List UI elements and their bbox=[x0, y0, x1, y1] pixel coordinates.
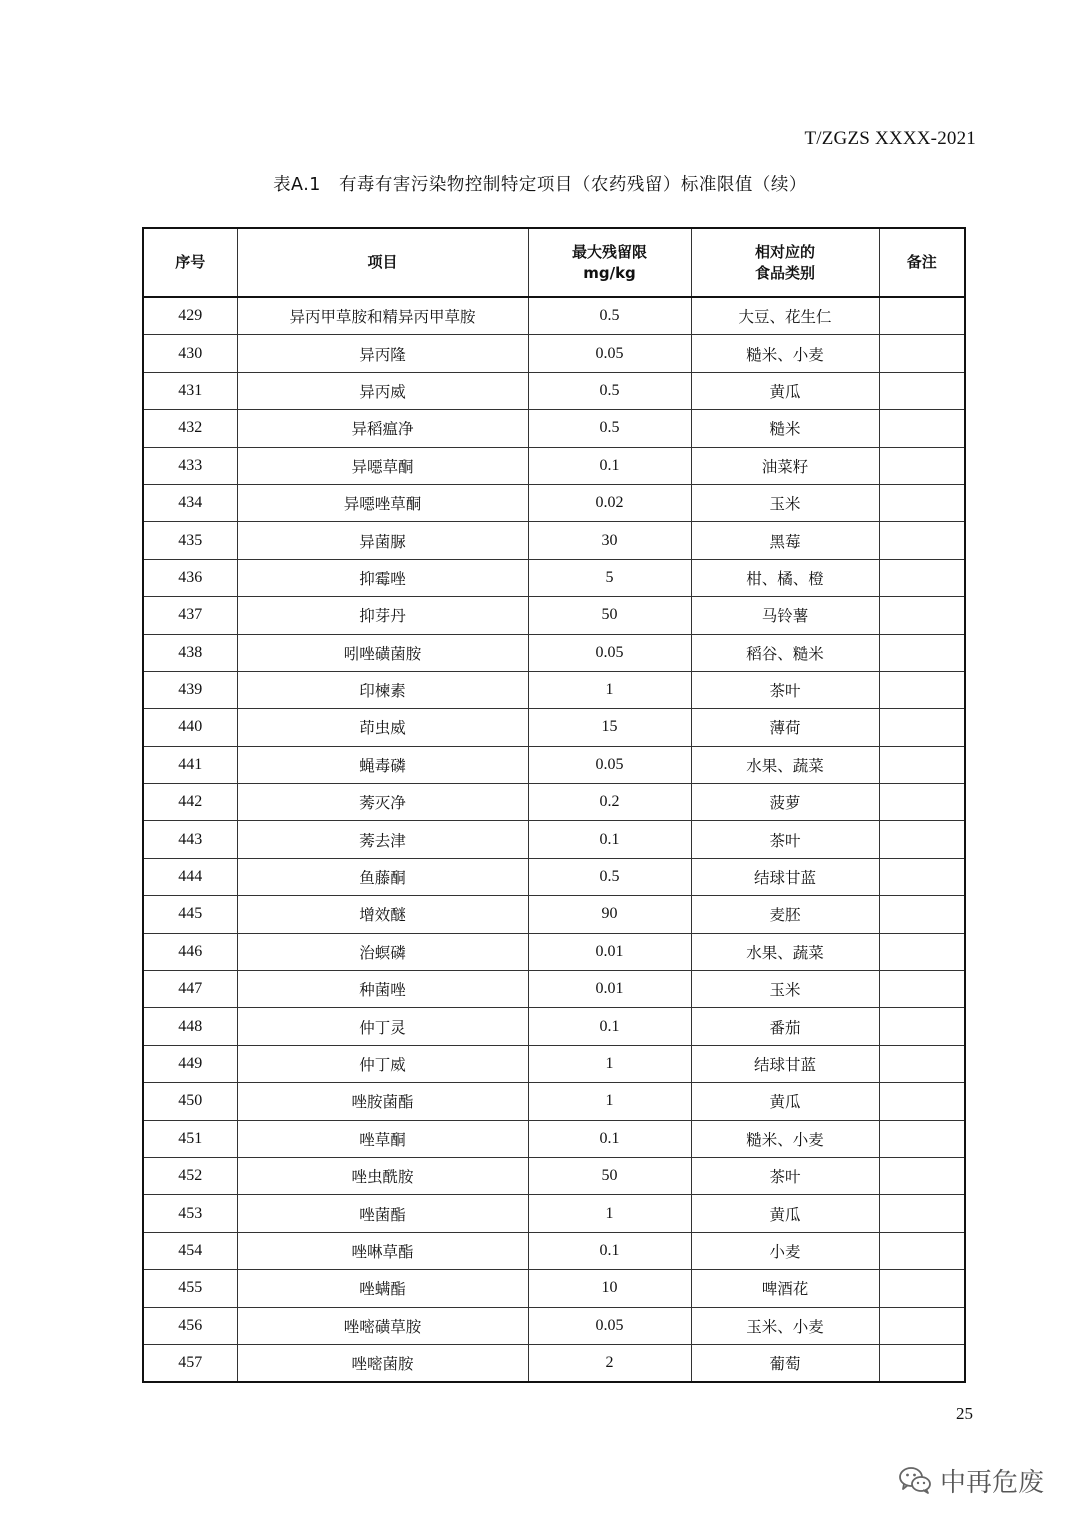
max-residue-limit-cell: 0.02 bbox=[528, 484, 691, 521]
pesticide-name-cell: 异菌脲 bbox=[237, 522, 528, 559]
row-number-cell: 457 bbox=[143, 1344, 237, 1382]
column-header-note: 备注 bbox=[879, 228, 965, 297]
remark-cell bbox=[879, 1270, 965, 1307]
remark-cell bbox=[879, 896, 965, 933]
row-number-cell: 439 bbox=[143, 671, 237, 708]
food-category-cell: 菠萝 bbox=[691, 784, 879, 821]
table-number: 表A.1 bbox=[273, 175, 321, 195]
food-category-cell: 茶叶 bbox=[691, 1157, 879, 1194]
row-number-cell: 436 bbox=[143, 559, 237, 596]
row-number-cell: 455 bbox=[143, 1270, 237, 1307]
pesticide-name-cell: 仲丁灵 bbox=[237, 1008, 528, 1045]
table-header-row bbox=[143, 228, 965, 297]
food-category-cell: 玉米 bbox=[691, 484, 879, 521]
row-number-cell: 431 bbox=[143, 372, 237, 409]
pesticide-name-cell: 鱼藤酮 bbox=[237, 858, 528, 895]
food-category-cell: 稻谷、糙米 bbox=[691, 634, 879, 671]
table-title: 有毒有害污染物控制特定项目（农药残留）标准限值（续） bbox=[338, 175, 807, 195]
food-category-cell: 糙米、小麦 bbox=[691, 335, 879, 372]
max-residue-limit-cell: 5 bbox=[528, 559, 691, 596]
food-category-cell: 葡萄 bbox=[691, 1344, 879, 1382]
table-row bbox=[143, 971, 965, 1008]
table-row bbox=[143, 896, 965, 933]
row-number-cell: 443 bbox=[143, 821, 237, 858]
food-category-cell: 结球甘蓝 bbox=[691, 1045, 879, 1082]
pesticide-name-cell: 异丙威 bbox=[237, 372, 528, 409]
remark-cell bbox=[879, 671, 965, 708]
table-row bbox=[143, 1344, 965, 1382]
row-number-cell: 452 bbox=[143, 1157, 237, 1194]
remark-cell bbox=[879, 1195, 965, 1232]
row-number-cell: 453 bbox=[143, 1195, 237, 1232]
pesticide-name-cell: 治螟磷 bbox=[237, 933, 528, 970]
pesticide-name-cell: 唑嘧菌胺 bbox=[237, 1344, 528, 1382]
max-residue-limit-cell: 0.1 bbox=[528, 1008, 691, 1045]
row-number-cell: 429 bbox=[143, 297, 237, 335]
row-number-cell: 447 bbox=[143, 971, 237, 1008]
row-number-cell: 444 bbox=[143, 858, 237, 895]
wechat-icon bbox=[898, 1465, 932, 1495]
residue-limits-table bbox=[142, 227, 966, 1383]
max-residue-limit-cell: 50 bbox=[528, 597, 691, 634]
remark-cell bbox=[879, 1120, 965, 1157]
food-category-cell: 水果、蔬菜 bbox=[691, 746, 879, 783]
table-body bbox=[143, 297, 965, 1382]
row-number-cell: 440 bbox=[143, 709, 237, 746]
table-row bbox=[143, 1120, 965, 1157]
table-row bbox=[143, 1270, 965, 1307]
remark-cell bbox=[879, 447, 965, 484]
remark-cell bbox=[879, 1232, 965, 1269]
watermark-text: 中再危废 bbox=[939, 1467, 1044, 1498]
remark-cell bbox=[879, 1307, 965, 1344]
column-header-item: 项目 bbox=[237, 228, 528, 297]
remark-cell bbox=[879, 634, 965, 671]
food-category-cell: 玉米、小麦 bbox=[691, 1307, 879, 1344]
remark-cell bbox=[879, 746, 965, 783]
table-row bbox=[143, 372, 965, 409]
remark-cell bbox=[879, 484, 965, 521]
column-header-no: 序号 bbox=[143, 228, 237, 297]
column-header-food: 相对应的 食品类别 bbox=[691, 228, 879, 297]
row-number-cell: 435 bbox=[143, 522, 237, 559]
food-category-cell: 糙米 bbox=[691, 410, 879, 447]
pesticide-name-cell: 抑芽丹 bbox=[237, 597, 528, 634]
pesticide-name-cell: 异噁唑草酮 bbox=[237, 484, 528, 521]
remark-cell bbox=[879, 933, 965, 970]
food-category-cell: 茶叶 bbox=[691, 671, 879, 708]
max-residue-limit-cell: 0.01 bbox=[528, 933, 691, 970]
max-residue-limit-cell: 0.1 bbox=[528, 447, 691, 484]
remark-cell bbox=[879, 410, 965, 447]
max-residue-limit-cell: 0.05 bbox=[528, 634, 691, 671]
pesticide-name-cell: 唑菌酯 bbox=[237, 1195, 528, 1232]
pesticide-name-cell: 异稻瘟净 bbox=[237, 410, 528, 447]
pesticide-name-cell: 抑霉唑 bbox=[237, 559, 528, 596]
food-category-cell: 玉米 bbox=[691, 971, 879, 1008]
food-category-cell: 糙米、小麦 bbox=[691, 1120, 879, 1157]
column-header-limit: 最大残留限 mg/kg bbox=[528, 228, 691, 297]
pesticide-name-cell: 增效醚 bbox=[237, 896, 528, 933]
food-category-cell: 水果、蔬菜 bbox=[691, 933, 879, 970]
pesticide-name-cell: 唑嘧磺草胺 bbox=[237, 1307, 528, 1344]
table-row bbox=[143, 858, 965, 895]
table-row bbox=[143, 410, 965, 447]
table-row bbox=[143, 522, 965, 559]
max-residue-limit-cell: 10 bbox=[528, 1270, 691, 1307]
remark-cell bbox=[879, 297, 965, 335]
max-residue-limit-cell: 0.05 bbox=[528, 335, 691, 372]
pesticide-name-cell: 莠去津 bbox=[237, 821, 528, 858]
table-row bbox=[143, 784, 965, 821]
row-number-cell: 445 bbox=[143, 896, 237, 933]
remark-cell bbox=[879, 559, 965, 596]
table-row bbox=[143, 335, 965, 372]
row-number-cell: 433 bbox=[143, 447, 237, 484]
max-residue-limit-cell: 1 bbox=[528, 1045, 691, 1082]
watermark bbox=[898, 1460, 1044, 1500]
table-row bbox=[143, 484, 965, 521]
table-row bbox=[143, 933, 965, 970]
table-row bbox=[143, 746, 965, 783]
table-row bbox=[143, 1008, 965, 1045]
pesticide-name-cell: 吲唑磺菌胺 bbox=[237, 634, 528, 671]
pesticide-name-cell: 种菌唑 bbox=[237, 971, 528, 1008]
remark-cell bbox=[879, 971, 965, 1008]
row-number-cell: 451 bbox=[143, 1120, 237, 1157]
max-residue-limit-cell: 0.1 bbox=[528, 1120, 691, 1157]
pesticide-name-cell: 唑虫酰胺 bbox=[237, 1157, 528, 1194]
table-row bbox=[143, 671, 965, 708]
table-row bbox=[143, 1045, 965, 1082]
pesticide-name-cell: 蝇毒磷 bbox=[237, 746, 528, 783]
max-residue-limit-cell: 15 bbox=[528, 709, 691, 746]
pesticide-name-cell: 印楝素 bbox=[237, 671, 528, 708]
pesticide-name-cell: 莠灭净 bbox=[237, 784, 528, 821]
max-residue-limit-cell: 0.05 bbox=[528, 746, 691, 783]
pesticide-name-cell: 异丙隆 bbox=[237, 335, 528, 372]
food-category-cell: 薄荷 bbox=[691, 709, 879, 746]
row-number-cell: 454 bbox=[143, 1232, 237, 1269]
row-number-cell: 438 bbox=[143, 634, 237, 671]
max-residue-limit-cell: 0.2 bbox=[528, 784, 691, 821]
remark-cell bbox=[879, 784, 965, 821]
max-residue-limit-cell: 1 bbox=[528, 671, 691, 708]
food-category-cell: 茶叶 bbox=[691, 821, 879, 858]
row-number-cell: 432 bbox=[143, 410, 237, 447]
remark-cell bbox=[879, 597, 965, 634]
table-row bbox=[143, 559, 965, 596]
pesticide-name-cell: 仲丁威 bbox=[237, 1045, 528, 1082]
food-category-cell: 小麦 bbox=[691, 1232, 879, 1269]
row-number-cell: 441 bbox=[143, 746, 237, 783]
food-category-cell: 大豆、花生仁 bbox=[691, 297, 879, 335]
food-category-cell: 结球甘蓝 bbox=[691, 858, 879, 895]
remark-cell bbox=[879, 1344, 965, 1382]
table-row bbox=[143, 1307, 965, 1344]
remark-cell bbox=[879, 522, 965, 559]
row-number-cell: 446 bbox=[143, 933, 237, 970]
food-category-cell: 麦胚 bbox=[691, 896, 879, 933]
remark-cell bbox=[879, 335, 965, 372]
pesticide-name-cell: 唑草酮 bbox=[237, 1120, 528, 1157]
max-residue-limit-cell: 90 bbox=[528, 896, 691, 933]
food-category-cell: 黄瓜 bbox=[691, 1083, 879, 1120]
table-row bbox=[143, 1232, 965, 1269]
row-number-cell: 430 bbox=[143, 335, 237, 372]
pesticide-name-cell: 异丙甲草胺和精异丙甲草胺 bbox=[237, 297, 528, 335]
pesticide-name-cell: 茚虫威 bbox=[237, 709, 528, 746]
max-residue-limit-cell: 0.01 bbox=[528, 971, 691, 1008]
max-residue-limit-cell: 50 bbox=[528, 1157, 691, 1194]
max-residue-limit-cell: 30 bbox=[528, 522, 691, 559]
pesticide-name-cell: 唑啉草酯 bbox=[237, 1232, 528, 1269]
food-category-cell: 柑、橘、橙 bbox=[691, 559, 879, 596]
food-category-cell: 黄瓜 bbox=[691, 1195, 879, 1232]
table-row bbox=[143, 709, 965, 746]
remark-cell bbox=[879, 372, 965, 409]
row-number-cell: 449 bbox=[143, 1045, 237, 1082]
table-row bbox=[143, 1195, 965, 1232]
max-residue-limit-cell: 0.5 bbox=[528, 410, 691, 447]
max-residue-limit-cell: 0.1 bbox=[528, 1232, 691, 1269]
food-category-cell: 马铃薯 bbox=[691, 597, 879, 634]
row-number-cell: 450 bbox=[143, 1083, 237, 1120]
max-residue-limit-cell: 0.05 bbox=[528, 1307, 691, 1344]
row-number-cell: 437 bbox=[143, 597, 237, 634]
food-category-cell: 黑莓 bbox=[691, 522, 879, 559]
remark-cell bbox=[879, 1157, 965, 1194]
food-category-cell: 啤酒花 bbox=[691, 1270, 879, 1307]
table-row bbox=[143, 597, 965, 634]
table-caption bbox=[0, 171, 1080, 196]
max-residue-limit-cell: 0.5 bbox=[528, 297, 691, 335]
pesticide-name-cell: 异噁草酮 bbox=[237, 447, 528, 484]
pesticide-name-cell: 唑胺菌酯 bbox=[237, 1083, 528, 1120]
max-residue-limit-cell: 1 bbox=[528, 1195, 691, 1232]
table-row bbox=[143, 297, 965, 335]
max-residue-limit-cell: 0.1 bbox=[528, 821, 691, 858]
row-number-cell: 448 bbox=[143, 1008, 237, 1045]
max-residue-limit-cell: 2 bbox=[528, 1344, 691, 1382]
remark-cell bbox=[879, 1008, 965, 1045]
remark-cell bbox=[879, 858, 965, 895]
table-row bbox=[143, 1083, 965, 1120]
remark-cell bbox=[879, 709, 965, 746]
max-residue-limit-cell: 1 bbox=[528, 1083, 691, 1120]
table-row bbox=[143, 1157, 965, 1194]
food-category-cell: 番茄 bbox=[691, 1008, 879, 1045]
food-category-cell: 油菜籽 bbox=[691, 447, 879, 484]
remark-cell bbox=[879, 1083, 965, 1120]
food-category-cell: 黄瓜 bbox=[691, 372, 879, 409]
remark-cell bbox=[879, 1045, 965, 1082]
remark-cell bbox=[879, 821, 965, 858]
pesticide-name-cell: 唑螨酯 bbox=[237, 1270, 528, 1307]
row-number-cell: 456 bbox=[143, 1307, 237, 1344]
row-number-cell: 434 bbox=[143, 484, 237, 521]
table-row bbox=[143, 634, 965, 671]
table-row bbox=[143, 447, 965, 484]
table-row bbox=[143, 821, 965, 858]
document-code: T/ZGZS XXXX-2021 bbox=[804, 128, 976, 149]
page-number: 25 bbox=[956, 1404, 973, 1423]
row-number-cell: 442 bbox=[143, 784, 237, 821]
max-residue-limit-cell: 0.5 bbox=[528, 858, 691, 895]
max-residue-limit-cell: 0.5 bbox=[528, 372, 691, 409]
